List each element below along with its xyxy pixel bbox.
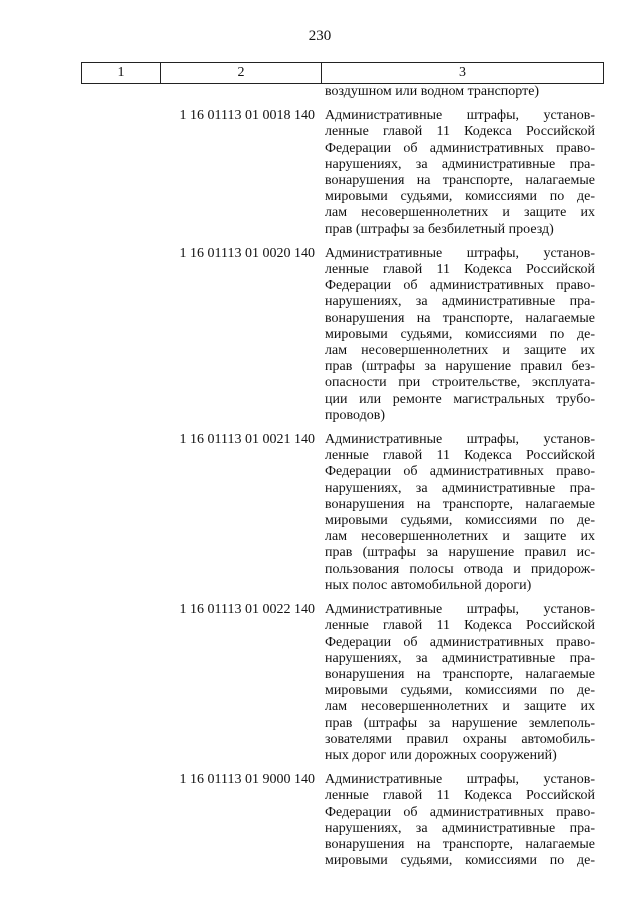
description [325, 246, 595, 424]
description-line: Административные штрафы, установ- [325, 602, 595, 618]
budget-code: 1 16 01113 01 0020 140 [179, 245, 315, 261]
description-line: нарушениях, за административные пра- [325, 294, 595, 310]
description-line: ленные главой 11 Кодекса Российской [325, 124, 595, 140]
description-line: Административные штрафы, установ- [325, 432, 595, 448]
description-line: ленные главой 11 Кодекса Российской [325, 262, 595, 278]
description-line: вонарушения на транспорте, налагаемые [325, 666, 595, 682]
description-line: нарушениях, за административные пра- [325, 820, 595, 836]
table-row [81, 772, 600, 869]
description [325, 602, 595, 764]
description-line: мировыми судьями, комиссиями по де- [325, 513, 595, 529]
description-line: мировыми судьями, комиссиями по де- [325, 326, 595, 342]
description-line: Федерации об административных право- [325, 278, 595, 294]
description-line: Административные штрафы, установ- [325, 108, 595, 124]
description-line: Федерации об административных право- [325, 140, 595, 156]
description-line: лам несовершеннолетних и защите их [325, 205, 595, 221]
budget-code: 1 16 01113 01 0021 140 [179, 432, 315, 448]
description-line: зователями правил охраны автомобиль- [325, 731, 595, 747]
budget-code: 1 16 01113 01 9000 140 [179, 772, 315, 788]
description-line: Административные штрафы, установ- [325, 245, 595, 261]
description-line: опасности при строительстве, эксплуата- [325, 375, 595, 391]
continuation-text: воздушном или водном транспорте) [325, 84, 540, 99]
description-line: нарушениях, за административные пра- [325, 156, 595, 172]
column-header-row [82, 63, 604, 84]
description-line: нарушениях, за административные пра- [325, 650, 595, 666]
entries-list [81, 108, 600, 877]
description-line: нарушениях, за административные пра- [325, 480, 595, 496]
description-line: вонарушения на транспорте, налагаемые [325, 496, 595, 512]
description-line: вонарушения на транспорте, налагаемые [325, 310, 595, 326]
description-line: мировыми судьями, комиссиями по де- [325, 683, 595, 699]
description-line: лам несовершеннолетних и защите их [325, 343, 595, 359]
table-row [81, 108, 600, 238]
table-row [81, 432, 600, 594]
description [325, 772, 595, 869]
description-line: Административные штрафы, установ- [325, 772, 595, 788]
budget-code: 1 16 01113 01 0022 140 [179, 602, 315, 618]
column-header-table [81, 62, 604, 84]
description [325, 108, 595, 238]
table-row [81, 602, 600, 764]
description-line: ных полос автомобильной дороги) [325, 577, 532, 593]
continuation-row [81, 84, 600, 100]
description-line: ленные главой 11 Кодекса Российской [325, 448, 595, 464]
description-line: ции или ремонте магистральных трубо- [325, 391, 595, 407]
description-line: Федерации об административных право- [325, 634, 595, 650]
description-line: прав (штрафы за нарушение землеполь- [325, 715, 595, 731]
column-header-1: 1 [82, 63, 161, 84]
description-line: ных дорог или дорожных сооружений) [325, 747, 557, 763]
description-line: лам несовершеннолетних и защите их [325, 699, 595, 715]
budget-code: 1 16 01113 01 0018 140 [179, 108, 315, 124]
description-line: мировыми судьями, комиссиями по де- [325, 853, 595, 869]
description-line: прав (штрафы за безбилетный проезд) [325, 221, 554, 237]
description-line: прав (штрафы за нарушение правил ис- [325, 545, 595, 561]
description-line: пользования полосы отвода и придорож- [325, 561, 595, 577]
table-body [81, 84, 600, 877]
page-number: 230 [308, 28, 332, 44]
description-line: мировыми судьями, комиссиями по де- [325, 189, 595, 205]
column-header-2: 2 [161, 63, 322, 84]
description-line: прав (штрафы за нарушение правил без- [325, 359, 595, 375]
description-line: вонарушения на транспорте, налагаемые [325, 836, 595, 852]
description-line: ленные главой 11 Кодекса Российской [325, 788, 595, 804]
table-row [81, 246, 600, 424]
description-line: Федерации об административных право- [325, 804, 595, 820]
description-line: лам несовершеннолетних и защите их [325, 529, 595, 545]
description-line: проводов) [325, 407, 385, 423]
description-line: вонарушения на транспорте, налагаемые [325, 173, 595, 189]
description [325, 432, 595, 594]
column-header-3: 3 [322, 63, 604, 84]
description-line: Федерации об административных право- [325, 464, 595, 480]
description-line: ленные главой 11 Кодекса Российской [325, 618, 595, 634]
